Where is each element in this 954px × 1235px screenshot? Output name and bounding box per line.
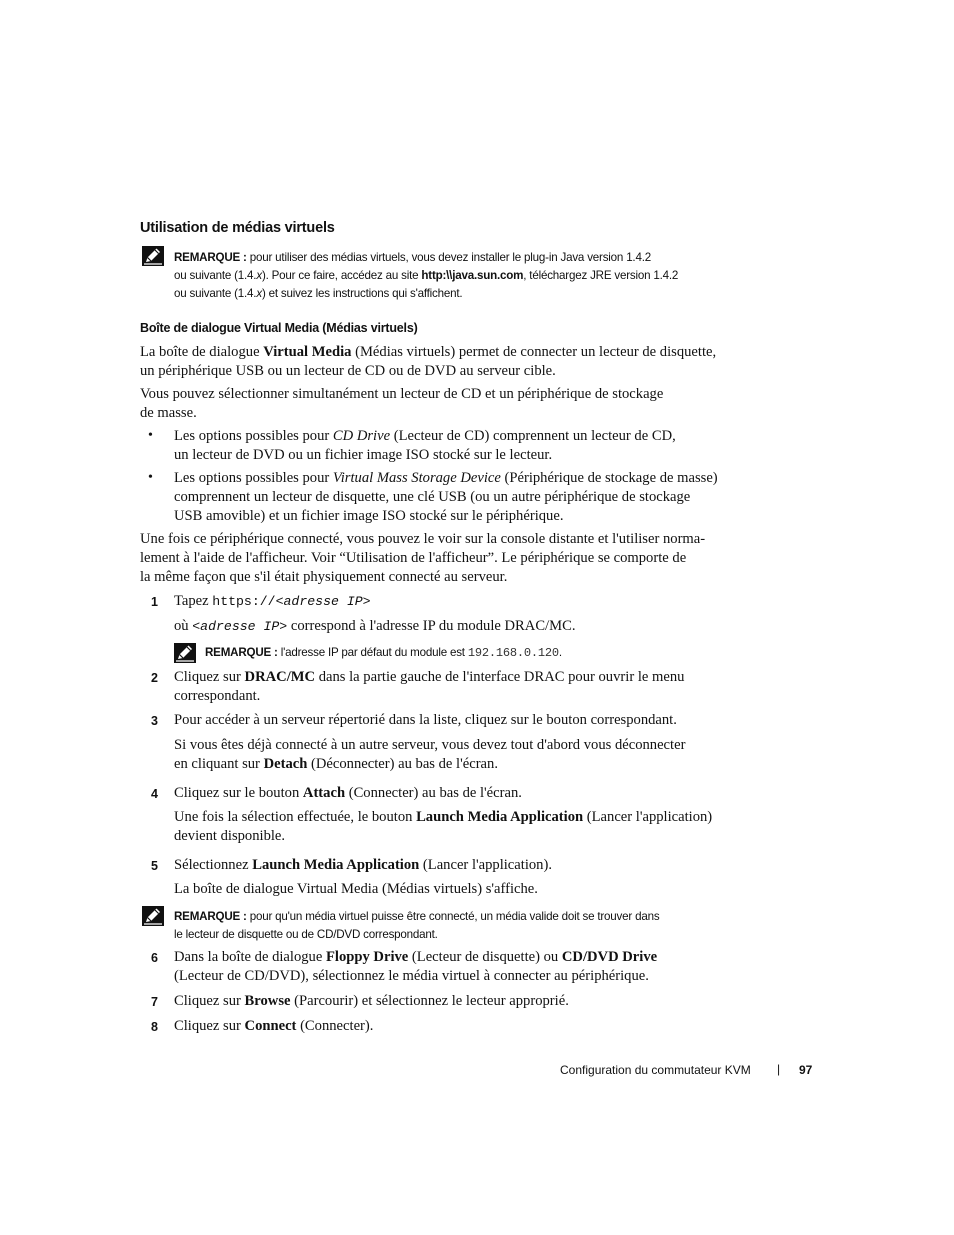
paragraph-simultaneous: Vous pouvez sélectionner simultanément un lecteur de CD et un périphérique de stockage de masse.: [140, 386, 664, 421]
step-1: Tapez https://<adresse IP>: [174, 593, 371, 609]
step-5: Sélectionnez Launch Media Application (Lancer l'application).: [174, 857, 552, 873]
step-7: Cliquez sur Browse (Parcourir) et sélectionnez le lecteur approprié.: [174, 993, 569, 1009]
step-number: 8: [151, 1020, 158, 1034]
note-remarque-java: REMARQUE : pour utiliser des médias virtuels, vous devez installer le plug-in Java version 1.4.2 ou suivante (1.4.x). Pour ce faire, accédez au site http:\\java.sun.com, téléchargez JRE version 1.4.2 ou suivante (1.4.x) et suivez les instructions qui s'affichent.: [174, 251, 679, 300]
paragraph-connected-device: Une fois ce périphérique connecté, vous pouvez le voir sur la console distante et l'utiliser norma- lement à l'aide de l'afficheur. Voir “Utilisation de l'afficheur”. Le périphérique se comporte de la même façon que s'il était physiquement connecté au serveur.: [140, 531, 706, 585]
java-url: http:\\java.sun.com: [421, 269, 524, 282]
bullet-mass-storage: Les options possibles pour Virtual Mass Storage Device (Périphérique de stockage de masse) comprennent un lecteur de disquette, une clé USB (ou un autre périphérique de stockage USB amovible) et un fichier image ISO stocké sur le périphérique.: [174, 470, 718, 524]
step-number: 3: [151, 714, 158, 728]
subsection-title: Boîte de dialogue Virtual Media (Médias virtuels): [140, 321, 418, 335]
step-2: Cliquez sur DRAC/MC dans la partie gauche de l'interface DRAC pour ouvrir le menu correspondant.: [174, 669, 685, 704]
step-4-detail: Une fois la sélection effectuée, le bouton Launch Media Application (Lancer l'application) devient disponible.: [174, 809, 713, 844]
step-3-detail: Si vous êtes déjà connecté à un autre serveur, vous devez tout d'abord vous déconnecter en cliquant sur Detach (Déconnecter) au bas de l'écran.: [174, 737, 686, 772]
step-3: Pour accéder à un serveur répertorié dans la liste, cliquez sur le bouton correspondant.: [174, 712, 677, 728]
step-4: Cliquez sur le bouton Attach (Connecter) au bas de l'écran.: [174, 785, 522, 801]
step-number: 1: [151, 595, 158, 609]
note-default-ip: REMARQUE : l'adresse IP par défaut du module est 192.168.0.120.: [205, 646, 562, 660]
note-pencil-icon: [174, 643, 196, 663]
step-8: Cliquez sur Connect (Connecter).: [174, 1018, 374, 1034]
note-label: REMARQUE :: [174, 251, 247, 264]
paragraph-intro: La boîte de dialogue Virtual Media (Médias virtuels) permet de connecter un lecteur de disquette, un périphérique USB ou un lecteur de CD ou de DVD au serveur cible.: [140, 344, 717, 379]
step-number: 2: [151, 671, 158, 685]
bullet-marker: •: [148, 470, 153, 485]
footer-separator: |: [777, 1062, 781, 1076]
step-5-detail: La boîte de dialogue Virtual Media (Médias virtuels) s'affiche.: [174, 881, 538, 897]
section-title: Utilisation de médias virtuels: [140, 220, 335, 236]
page-number: 97: [799, 1063, 813, 1077]
note-pencil-icon: [142, 906, 164, 926]
footer-chapter-title: Configuration du commutateur KVM: [560, 1063, 751, 1077]
note-valid-media: REMARQUE : pour qu'un média virtuel puisse être connecté, un média valide doit se trouver dans le lecteur de disquette ou de CD/DVD correspondant.: [174, 910, 660, 941]
step-number: 4: [151, 787, 158, 801]
step-6: Dans la boîte de dialogue Floppy Drive (Lecteur de disquette) ou CD/DVD Drive (Lecteur de CD/DVD), sélectionnez le média virtuel à connecter au périphérique.: [174, 949, 658, 984]
step-number: 6: [151, 951, 158, 965]
step-number: 7: [151, 995, 158, 1009]
bullet-cd-drive: Les options possibles pour CD Drive (Lecteur de CD) comprennent un lecteur de CD, un lecteur de DVD ou un fichier image ISO stocké sur le lecteur.: [174, 428, 676, 463]
step-number: 5: [151, 859, 158, 873]
note-pencil-icon: [142, 246, 164, 266]
step-1-detail: où <adresse IP> correspond à l'adresse IP du module DRAC/MC.: [174, 618, 576, 634]
bullet-marker: •: [148, 428, 153, 443]
